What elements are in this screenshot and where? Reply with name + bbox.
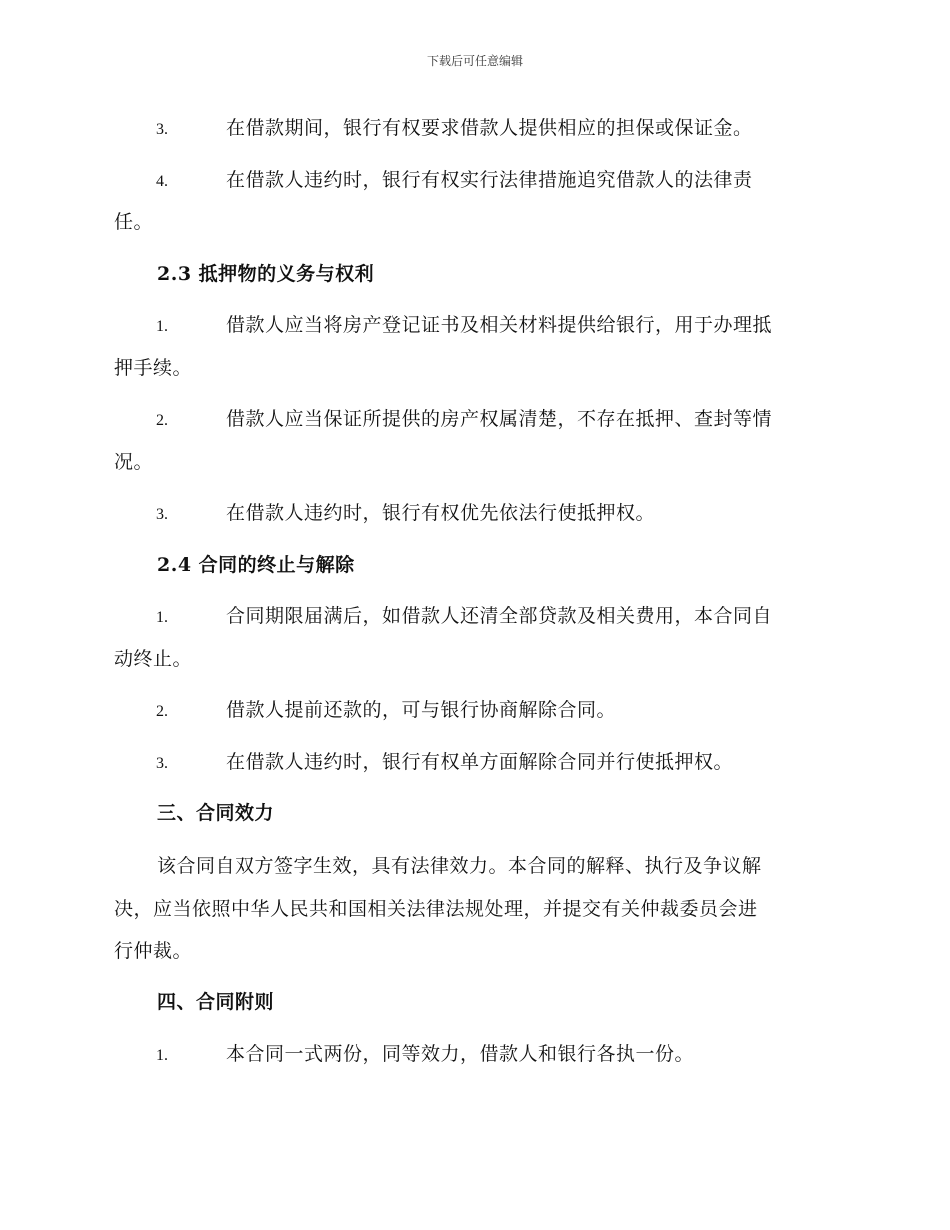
list-item-number: 3. bbox=[156, 755, 168, 772]
list-item-number: 1. bbox=[156, 609, 168, 626]
list-item-number: 1. bbox=[156, 1047, 168, 1064]
paragraph-line: 行仲裁。 bbox=[114, 940, 193, 962]
section-heading: 2.3 抵押物的义务与权利 bbox=[157, 263, 375, 285]
section-heading: 三、合同效力 bbox=[157, 802, 275, 824]
list-item-number: 2. bbox=[156, 412, 168, 429]
paragraph-line: 决，应当依照中华人民共和国相关法律法规处理，并提交有关仲裁委员会进 bbox=[114, 898, 758, 920]
list-item-text: 借款人提前还款的，可与银行协商解除合同。 bbox=[226, 699, 617, 721]
list-item-text-continuation: 况。 bbox=[114, 451, 154, 473]
list-item-text: 本合同一式两份，同等效力，借款人和银行各执一份。 bbox=[226, 1043, 695, 1065]
paragraph-line: 该合同自双方签字生效，具有法律效力。本合同的解释、执行及争议解 bbox=[157, 855, 762, 877]
list-item-number: 3. bbox=[156, 506, 168, 523]
section-heading: 四、合同附则 bbox=[157, 991, 275, 1013]
list-item-number: 1. bbox=[156, 318, 168, 335]
list-item-text: 借款人应当保证所提供的房产权属清楚，不存在抵押、查封等情 bbox=[226, 408, 773, 430]
section-heading: 2.4 合同的终止与解除 bbox=[157, 554, 355, 576]
list-item-text-continuation: 动终止。 bbox=[114, 648, 193, 670]
list-item-text: 合同期限届满后，如借款人还清全部贷款及相关费用，本合同自 bbox=[226, 605, 773, 627]
list-item-text-continuation: 押手续。 bbox=[114, 357, 193, 379]
list-item-text: 在借款人违约时，银行有权单方面解除合同并行使抵押权。 bbox=[226, 751, 734, 773]
page-header: 下载后可任意编辑 bbox=[426, 54, 523, 68]
list-item-text: 在借款人违约时，银行有权优先依法行使抵押权。 bbox=[226, 502, 656, 524]
list-item-number: 3. bbox=[156, 121, 168, 138]
list-item-number: 4. bbox=[156, 173, 168, 190]
list-item-text: 在借款人违约时，银行有权实行法律措施追究借款人的法律责 bbox=[226, 169, 753, 191]
list-item-text: 在借款期间，银行有权要求借款人提供相应的担保或保证金。 bbox=[226, 117, 753, 139]
list-item-text: 借款人应当将房产登记证书及相关材料提供给银行，用于办理抵 bbox=[226, 314, 773, 336]
list-item-text-continuation: 任。 bbox=[114, 211, 154, 233]
list-item-number: 2. bbox=[156, 703, 168, 720]
